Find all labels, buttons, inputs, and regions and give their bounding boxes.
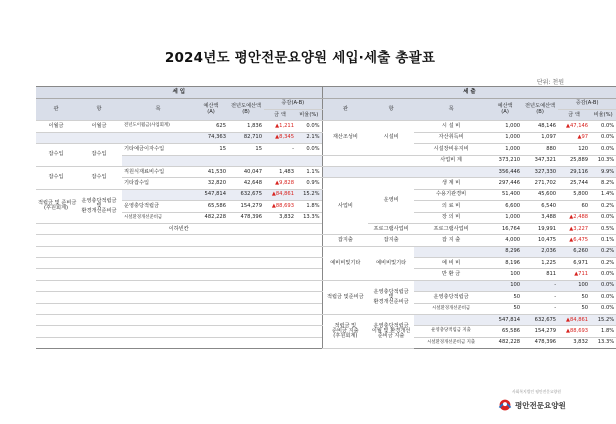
cell (36, 315, 322, 326)
cell (36, 246, 322, 257)
cell: 예 비 비 (414, 258, 488, 269)
hang-line: 환경개선준비금 (81, 207, 117, 214)
cell: 2.1% (296, 132, 322, 143)
cell: 373,210 (488, 155, 522, 166)
footer-note: 사회복지법인 평안전문요양원 (512, 389, 561, 394)
cell: ▲9,828 (264, 178, 296, 189)
cell: 6,260 (558, 246, 590, 257)
cell: 기타잡수입 (122, 178, 194, 189)
cell: 예비비및기타 (322, 246, 368, 280)
cell: 이월금 (76, 121, 122, 132)
cell: - (522, 292, 558, 303)
cell (322, 315, 368, 349)
cell: 운영충당적립금 (414, 292, 488, 303)
cell (322, 155, 368, 166)
cell: - (522, 303, 558, 314)
cell (368, 280, 414, 314)
cell: 0.0% (296, 144, 322, 155)
cell: ▲97 (558, 132, 590, 143)
prev-unit: (B) (242, 108, 250, 115)
cell: 잡수입 (76, 166, 122, 189)
cell: 48,146 (522, 121, 558, 132)
cell: 시설환경개선준비금 (122, 212, 194, 223)
cell: 50 (488, 303, 522, 314)
budget-unit: (A) (207, 108, 215, 115)
table-row (36, 315, 616, 326)
cell: 0.0% (590, 280, 616, 291)
cell: 15 (228, 144, 264, 155)
cell (368, 155, 414, 166)
cell: 65,586 (194, 201, 228, 212)
hang-line: 및 (388, 293, 394, 300)
cell: ▲88,693 (264, 201, 296, 212)
cell: 기타예금이자수입 (122, 144, 194, 155)
table-row (36, 280, 616, 291)
cell: 0.1% (590, 235, 616, 246)
col-amount-exp: 금 액 (558, 110, 590, 121)
budget-unit: (A) (501, 108, 509, 115)
cell (368, 315, 414, 349)
budget-label: 예산액 (203, 103, 219, 110)
cell: 시설환경개선준비금 지출 (414, 337, 488, 348)
col-ratio-exp: 비율(%) (590, 110, 616, 121)
cell: 생 계 비 (414, 178, 488, 189)
cell (36, 280, 322, 291)
cell: 1,483 (264, 166, 296, 177)
gwan-note: (후원회계) (43, 205, 69, 212)
blank-marker: 이하빈칸 (36, 223, 322, 234)
cell: 50 (558, 303, 590, 314)
cell: 잡지출 (368, 235, 414, 246)
cell: 8.2% (590, 178, 616, 189)
cell: 프로그램사업비 (414, 223, 488, 234)
cell: 0.0% (590, 144, 616, 155)
cell: ▲3,227 (558, 223, 590, 234)
cell: 1,000 (488, 132, 522, 143)
cell: 0.9% (296, 178, 322, 189)
hang-line: 및 (96, 202, 102, 209)
cell: 잡수입 (36, 144, 76, 167)
cell (76, 189, 122, 223)
table-row (36, 155, 616, 166)
cell: 45,600 (522, 189, 558, 200)
cell: 잡 지 출 (414, 235, 488, 246)
cell: 347,321 (522, 155, 558, 166)
cell: 632,675 (228, 189, 264, 200)
cell: 120 (558, 144, 590, 155)
cell: 3,832 (558, 337, 590, 348)
cell: 13.3% (590, 337, 616, 348)
cell: 운영충당적립금 지출 (414, 326, 488, 337)
section-header-row (36, 87, 616, 99)
cell: 880 (522, 144, 558, 155)
cell: 1,000 (488, 121, 522, 132)
cell: 시설환경개선준비금 (414, 303, 488, 314)
cell: ▲8,345 (264, 132, 296, 143)
col-prev-exp (522, 99, 558, 121)
cell: 100 (488, 269, 522, 280)
cell: 9.9% (590, 166, 616, 177)
footer-logo (496, 396, 566, 414)
cell (122, 132, 194, 143)
cell (36, 189, 76, 223)
col-hang: 항 (76, 99, 122, 121)
gwan-line: (후원회계) (333, 333, 358, 340)
cell (122, 189, 194, 200)
cell: 1,000 (488, 212, 522, 223)
cell: 사업비 (322, 178, 368, 235)
cell: 16,764 (488, 223, 522, 234)
cell: 운영충당적립금 (122, 201, 194, 212)
cell: 3,832 (264, 212, 296, 223)
cell: 0.0% (590, 212, 616, 223)
table-row (36, 178, 616, 189)
revenue-section-header: 세 입 (36, 87, 322, 99)
cell (368, 166, 414, 177)
cell: 1,097 (522, 132, 558, 143)
cell: 프로그램사업비 (368, 223, 414, 234)
cell: 6,600 (488, 201, 522, 212)
cell: 51,400 (488, 189, 522, 200)
cell: ▲84,861 (264, 189, 296, 200)
cell: 8,296 (488, 246, 522, 257)
column-header-row (36, 99, 616, 110)
col-diff: 증감(A-B) (264, 99, 322, 110)
cell (36, 132, 76, 143)
cell: 478,396 (228, 212, 264, 223)
cell: 13.3% (296, 212, 322, 223)
col-amount: 금 액 (264, 110, 296, 121)
cell: 8,196 (488, 258, 522, 269)
cell: 154,279 (228, 201, 264, 212)
cell (122, 155, 194, 166)
budget-label: 예산액 (497, 103, 513, 110)
cell: 1.8% (590, 326, 616, 337)
cell: 482,228 (488, 337, 522, 348)
col-diff-exp: 증감(A-B) (558, 99, 616, 110)
cell: 10.3% (590, 155, 616, 166)
col-budget (194, 99, 228, 121)
gwan-line: 적립금 및 (334, 322, 357, 329)
table-row (36, 235, 616, 246)
cell: 50 (558, 292, 590, 303)
cell: 1.1% (296, 166, 322, 177)
col-mok-exp: 목 (414, 99, 488, 121)
cell: 0.0% (590, 269, 616, 280)
cell: 0.2% (590, 258, 616, 269)
cell: ▲84,861 (558, 315, 590, 326)
cell: 74,363 (194, 132, 228, 143)
col-mok: 목 (122, 99, 194, 121)
cell (228, 155, 264, 166)
cell: 1.4% (590, 189, 616, 200)
table-row (36, 121, 616, 132)
hang-line: 운영충당적립금 (373, 288, 409, 295)
cell: 반 환 금 (414, 269, 488, 280)
cell (36, 235, 322, 246)
cell (414, 315, 488, 326)
cell: 478,396 (522, 337, 558, 348)
cell (322, 166, 368, 177)
cell: 0.0% (296, 121, 322, 132)
cell: ▲711 (558, 269, 590, 280)
hang-line: 준비금 지출 (377, 333, 405, 340)
cell: 잡지출 (322, 235, 368, 246)
cell (36, 337, 322, 348)
cell: 0.0% (590, 292, 616, 303)
prev-unit: (B) (536, 108, 544, 115)
col-hang-exp: 항 (368, 99, 414, 121)
table-row (36, 246, 616, 257)
cell: 6,540 (522, 201, 558, 212)
cell: 4,000 (488, 235, 522, 246)
cell: 1,836 (228, 121, 264, 132)
cell: 25,744 (558, 178, 590, 189)
prev-label: 전년도예산액 (525, 103, 556, 110)
hang-line: 이월 및 환경개선 (371, 328, 411, 335)
cell: 271,702 (522, 178, 558, 189)
cell: ▲47,146 (558, 121, 590, 132)
cell: 1,225 (522, 258, 558, 269)
cell (36, 292, 322, 303)
cell: 82,710 (228, 132, 264, 143)
hang-line: 환경개선준비금 (373, 299, 409, 306)
cell: 적립금 및준비금 (322, 280, 368, 314)
cell: 60 (558, 201, 590, 212)
cell: 0.5% (590, 223, 616, 234)
cell: 사업비 계 (414, 155, 488, 166)
cell: 15.2% (296, 189, 322, 200)
cell: 15 (194, 144, 228, 155)
gwan-label: 적립금 및 준비금 (38, 200, 77, 207)
hang-line: 운영충당적립금 (373, 322, 409, 329)
cell: 15.2% (590, 315, 616, 326)
cell: 632,675 (522, 315, 558, 326)
cell: 547,814 (488, 315, 522, 326)
cell: 327,330 (522, 166, 558, 177)
cell: 100 (558, 280, 590, 291)
cell: 40,047 (228, 166, 264, 177)
organization-logo-icon (496, 396, 514, 414)
cell (36, 269, 322, 280)
cell: 10,475 (522, 235, 558, 246)
cell: 625 (194, 121, 228, 132)
cell: 자산취득비 (414, 132, 488, 143)
cell: 시설장비유지비 (414, 144, 488, 155)
cell (36, 303, 322, 314)
cell: 장 의 비 (414, 212, 488, 223)
cell: 42,648 (228, 178, 264, 189)
cell: 재산조성비 (322, 121, 368, 155)
cell: 1,000 (488, 144, 522, 155)
cell: 예비비및기타 (368, 246, 414, 280)
cell (414, 166, 488, 177)
hang-line: 운영충당적립금 (81, 197, 117, 204)
expense-section-header: 세 출 (322, 87, 616, 99)
cell: 잡수입 (76, 144, 122, 167)
cell (264, 155, 296, 166)
cell: 3,488 (522, 212, 558, 223)
col-budget-exp (488, 99, 522, 121)
prev-label: 전년도예산액 (230, 103, 262, 110)
cell: 0.2% (590, 201, 616, 212)
col-prev (228, 99, 264, 121)
budget-summary-table (36, 86, 616, 349)
cell: ▲2,488 (558, 212, 590, 223)
gwan-line: 준비금 지출 (331, 328, 359, 335)
cell: 0.0% (590, 303, 616, 314)
unit-label: 단위: 천원 (536, 79, 564, 86)
cell (414, 246, 488, 257)
col-ratio: 비율(%) (296, 110, 322, 121)
cell: 전년도이월금(사업회계) (122, 121, 194, 132)
cell: 32,820 (194, 178, 228, 189)
cell (414, 280, 488, 291)
organization-name: 평안전문요양원 (515, 400, 566, 410)
document-title: 2024년도 평안전문요양원 세입·세출 총괄표 (164, 50, 436, 66)
cell: 0.0% (590, 121, 616, 132)
cell: 297,446 (488, 178, 522, 189)
cell (76, 132, 122, 143)
cell: ▲88,693 (558, 326, 590, 337)
cell: 의 료 비 (414, 201, 488, 212)
cell: 1.8% (296, 201, 322, 212)
cell: 잡수입 (36, 166, 76, 189)
cell: 5,800 (558, 189, 590, 200)
cell: 이월금 (36, 121, 76, 132)
cell: 811 (522, 269, 558, 280)
cell: 25,889 (558, 155, 590, 166)
cell: 운영비 (368, 178, 414, 224)
cell: 수용기관경비 (414, 189, 488, 200)
cell (36, 326, 322, 337)
cell: 19,991 (522, 223, 558, 234)
cell: 시설비 (368, 121, 414, 155)
col-gwan: 관 (36, 99, 76, 121)
cell: - (522, 280, 558, 291)
cell: 547,814 (194, 189, 228, 200)
cell: 100 (488, 280, 522, 291)
cell (296, 155, 322, 166)
cell: 41,530 (194, 166, 228, 177)
cell: - (264, 144, 296, 155)
cell: 직원식재료비수입 (122, 166, 194, 177)
cell: ▲6,475 (558, 235, 590, 246)
cell: 482,228 (194, 212, 228, 223)
cell: 6,971 (558, 258, 590, 269)
col-gwan-exp: 관 (322, 99, 368, 121)
cell: 65,586 (488, 326, 522, 337)
cell: 154,279 (522, 326, 558, 337)
cell (194, 155, 228, 166)
cell: 시 설 비 (414, 121, 488, 132)
cell: 2,036 (522, 246, 558, 257)
cell (36, 258, 322, 269)
cell: 356,446 (488, 166, 522, 177)
cell: 0.0% (590, 132, 616, 143)
cell: 50 (488, 292, 522, 303)
table-row (36, 166, 616, 177)
cell: 29,116 (558, 166, 590, 177)
cell: ▲1,211 (264, 121, 296, 132)
cell: 0.2% (590, 246, 616, 257)
